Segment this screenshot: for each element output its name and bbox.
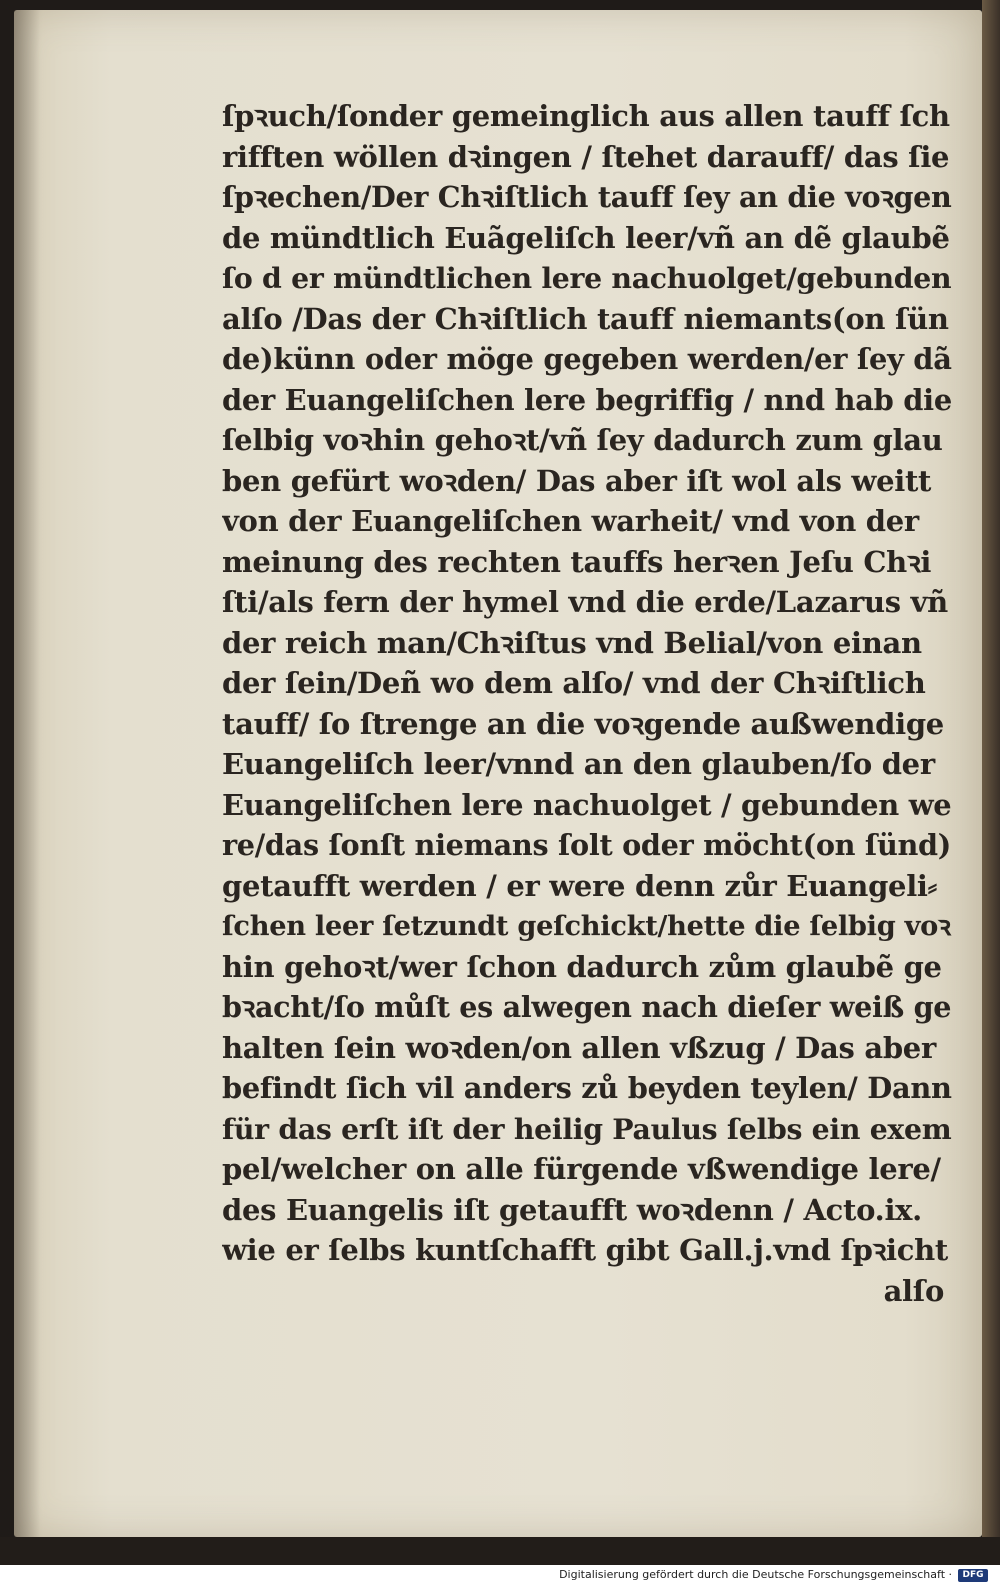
dfg-logo: DFG bbox=[958, 1569, 988, 1582]
footer bbox=[0, 1565, 1000, 1586]
page-edge bbox=[982, 0, 1000, 1540]
text-line: ſpꝛechen/Der Chꝛiſtlich tauff ſey an die voꝛgen bbox=[222, 180, 952, 214]
text-line: ſpꝛuch/ſonder gemeinglich aus allen tauff ſch bbox=[222, 99, 950, 133]
text-line: getaufft werden / er were denn zůr Euangeli⸗ bbox=[222, 868, 938, 903]
text-line: meinung des rechten tauffs herꝛen Jeſu Chꝛi bbox=[222, 544, 932, 579]
spine-shadow bbox=[14, 10, 40, 1537]
text-line: ben gefürt woꝛden/ Das aber iſt wol als weitt bbox=[222, 463, 932, 498]
text-line: von der Euangeliſchen warheit/ vnd von der bbox=[222, 504, 919, 538]
text-line: de mündtlich Euãgeliſch leer/vñ an dẽ glaubẽ bbox=[222, 220, 950, 255]
body-text bbox=[222, 96, 952, 1311]
text-line: halten ſein woꝛden/on allen vßzug / Das aber bbox=[222, 1030, 936, 1065]
text-line: ſchen leer ſetzundt geſchickt/hette die ſelbig voꝛ bbox=[222, 910, 951, 942]
text-line: bꝛacht/ſo můſt es alwegen nach dieſer weiß ge bbox=[222, 990, 952, 1024]
scan-border bbox=[0, 1537, 1000, 1565]
text-line: der ſein/Deñ wo dem alſo/ vnd der Chꝛiſtlich bbox=[222, 666, 926, 700]
text-line: ſti/als fern der hymel vnd die erde/Lazarus vñ bbox=[222, 585, 948, 619]
text-line: tauff/ ſo ſtrenge an die voꝛgende außwendige bbox=[222, 706, 944, 741]
text-line: alſo /Das der Chꝛiſtlich tauff niemants(on ſün bbox=[222, 301, 949, 336]
text-line: der Euangeliſchen lere begriffig / nnd hab die bbox=[222, 382, 952, 417]
text-line: befindt ſich vil anders zů beyden teylen/ Dann bbox=[222, 1071, 952, 1105]
text-line: hin gehoꝛt/wer ſchon dadurch zům glaubẽ ge bbox=[222, 949, 942, 984]
text-line: wie er ſelbs kuntſchafft gibt Gall.j.vnd ſpꝛicht bbox=[222, 1233, 949, 1267]
funding-note: Digitalisierung gefördert durch die Deutsche Forschungsgemeinschaft · bbox=[559, 1568, 952, 1581]
text-line: alſo bbox=[883, 1273, 944, 1308]
text-line: Euangeliſchen lere nachuolget / gebunden we bbox=[222, 787, 952, 822]
text-line: pel/welcher on alle fürgende vßwendige lere/ bbox=[222, 1152, 941, 1186]
text-line: de)künn oder möge gegeben werden/er ſey dã bbox=[222, 342, 952, 376]
text-line: rifften wöllen dꝛingen / ſtehet darauff/ das ſie bbox=[222, 139, 950, 174]
text-line: ſelbig voꝛhin gehoꝛt/vñ ſey dadurch zum glau bbox=[222, 423, 943, 457]
text-line: des Euangelis iſt getaufft woꝛdenn / Acto.ix. bbox=[222, 1192, 922, 1227]
text-line: ſo d er mündtlichen lere nachuolget/gebunden bbox=[222, 261, 952, 295]
text-line: der reich man/Chꝛiſtus vnd Belial/von einan bbox=[222, 625, 922, 660]
text-line: Euangeliſch leer/vnnd an den glauben/ſo der bbox=[222, 747, 935, 781]
text-line: für das erſt iſt der heilig Paulus ſelbs ein exem bbox=[222, 1111, 952, 1146]
text-line: re/das ſonſt niemans ſolt oder möcht(on ſünd) bbox=[222, 828, 952, 862]
